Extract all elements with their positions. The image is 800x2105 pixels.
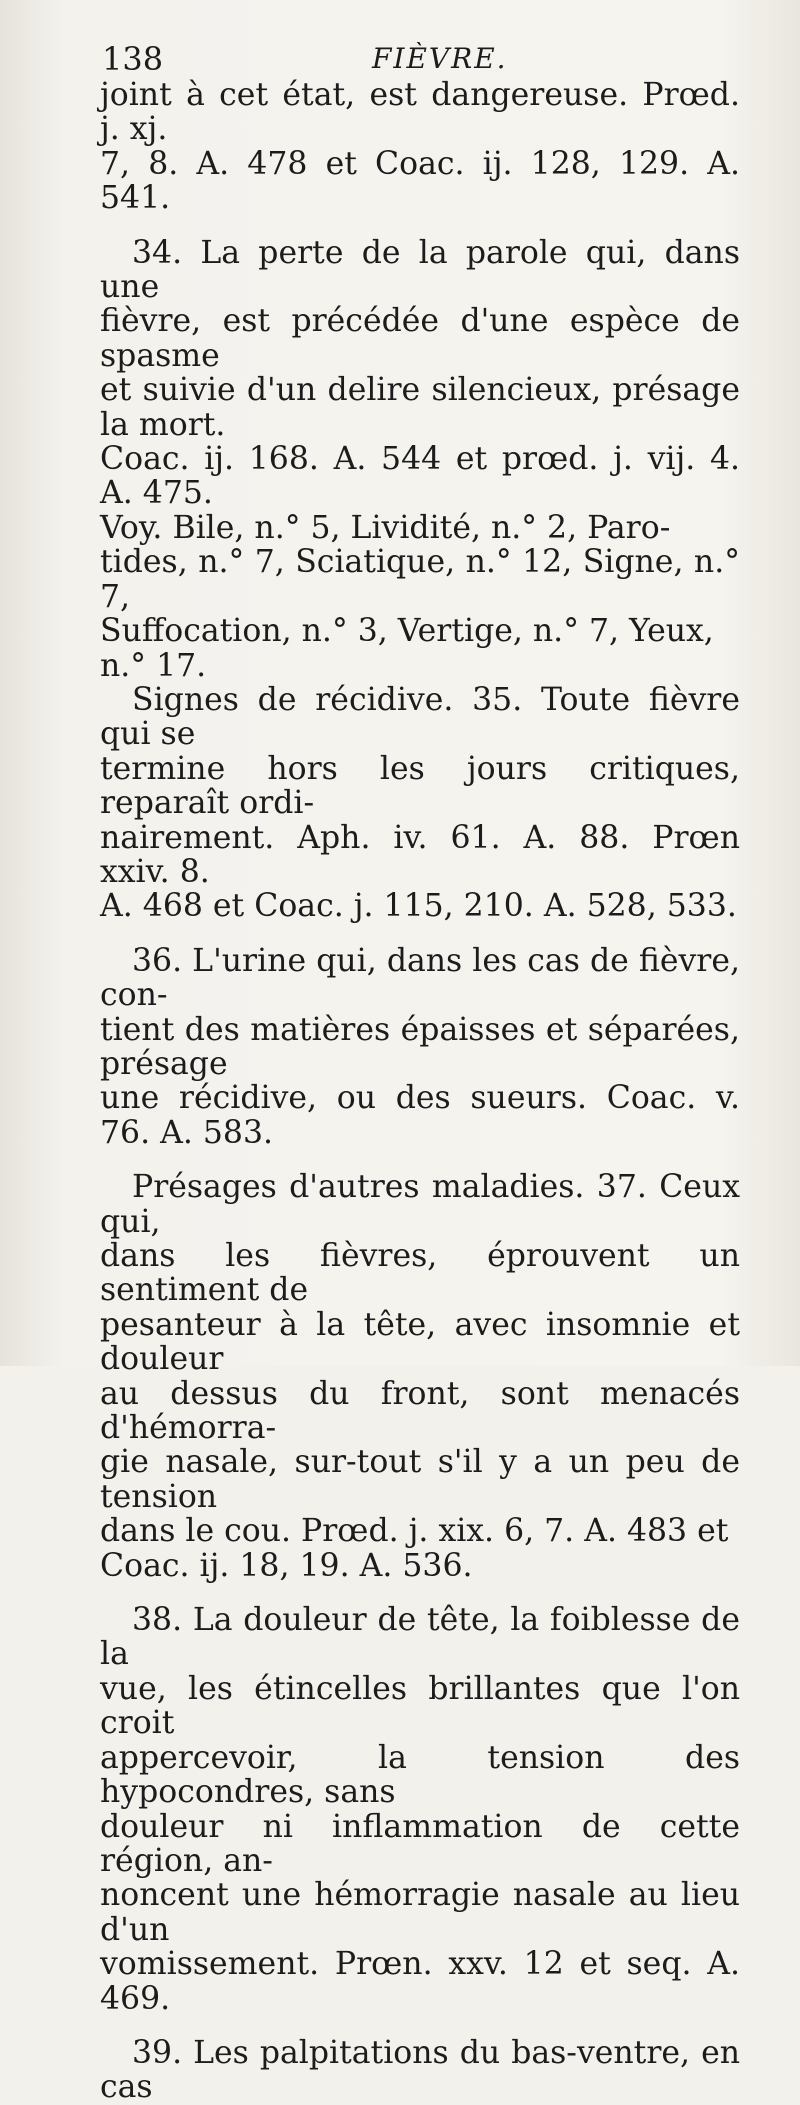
text-line: Présages d'autres maladies. 37. Ceux qui, bbox=[100, 1169, 740, 1240]
paragraph bbox=[100, 683, 740, 924]
text-line: tient des matières épaisses et séparées, présage bbox=[100, 1011, 740, 1082]
text-line: au dessus du front, sont menacés d'hémorra- bbox=[100, 1375, 740, 1447]
text-line: fièvre, est précédée d'une espèce de spasme bbox=[100, 303, 740, 374]
text-line: Coac. ij. 168. A. 544 et prœd. j. vij. 4. A. 475. bbox=[100, 441, 740, 512]
text-line: Signes de récidive. 35. Toute fièvre qui se bbox=[100, 681, 740, 753]
text-line: 38. La douleur de tête, la foiblesse de la bbox=[100, 1602, 740, 1673]
running-title: FIÈVRE. bbox=[372, 42, 508, 75]
paragraph bbox=[100, 1603, 740, 2016]
text-line: termine hors les jours critiques, reparaît ordi- bbox=[100, 750, 740, 822]
paragraph bbox=[100, 1170, 740, 1583]
page-number: 138 bbox=[102, 40, 164, 78]
text-line: gie nasale, sur-tout s'il y a un peu de tension bbox=[100, 1444, 740, 1515]
text-line: 39. Les palpitations du bas-ventre, en cas bbox=[100, 2034, 740, 2105]
text-line: dans le cou. Prœd. j. xix. 6, 7. A. 483 et bbox=[100, 1513, 729, 1550]
text-line: Suffocation, n.° 3, Vertige, n.° 7, Yeux, bbox=[100, 613, 714, 650]
text-line: 34. La perte de la parole qui, dans une bbox=[100, 234, 740, 306]
text-line: Voy. Bile, n.° 5, Lividité, n.° 2, Paro- bbox=[100, 509, 671, 546]
text-line: appercevoir, la tension des hypocondres, sans bbox=[100, 1739, 740, 1811]
text-line: 7, 8. A. 478 et Coac. ij. 128, 129. A. 541. bbox=[100, 145, 740, 217]
paragraph bbox=[100, 78, 740, 216]
paragraph bbox=[100, 2036, 740, 2105]
text-line: Coac. ij. 18, 19. A. 536. bbox=[100, 1547, 473, 1584]
text-line: n.° 17. bbox=[100, 647, 207, 684]
text-line: dans les fièvres, éprouvent un sentiment de bbox=[100, 1238, 740, 1309]
body-text bbox=[100, 78, 740, 2105]
text-line: tides, n.° 7, Sciatique, n.° 12, Signe, n.° 7, bbox=[100, 544, 740, 615]
text-line: pesanteur à la tête, avec insomnie et douleur bbox=[100, 1306, 740, 1378]
text-line: nairement. Aph. iv. 61. A. 88. Prœn xxiv. 8. bbox=[100, 819, 740, 890]
text-line: vomissement. Prœn. xxv. 12 et seq. A. 469. bbox=[100, 1946, 740, 2017]
paragraph bbox=[100, 944, 740, 1150]
text-line: une récidive, ou des sueurs. Coac. v. 76. A. 583. bbox=[100, 1080, 740, 1151]
paragraph bbox=[100, 236, 740, 683]
text-line: A. 468 et Coac. j. 115, 210. A. 528, 533. bbox=[100, 888, 737, 925]
text-line: noncent une hémorragie nasale au lieu d'un bbox=[100, 1877, 740, 1948]
text-line: 36. L'urine qui, dans les cas de fièvre, con- bbox=[100, 942, 740, 1014]
text-line: joint à cet état, est dangereuse. Prœd. j. xj. bbox=[100, 77, 740, 148]
text-line: douleur ni inflammation de cette région, an- bbox=[100, 1808, 740, 1879]
text-line: vue, les étincelles brillantes que l'on croit bbox=[100, 1670, 740, 1742]
text-line: et suivie d'un delire silencieux, présage la mort. bbox=[100, 372, 740, 443]
